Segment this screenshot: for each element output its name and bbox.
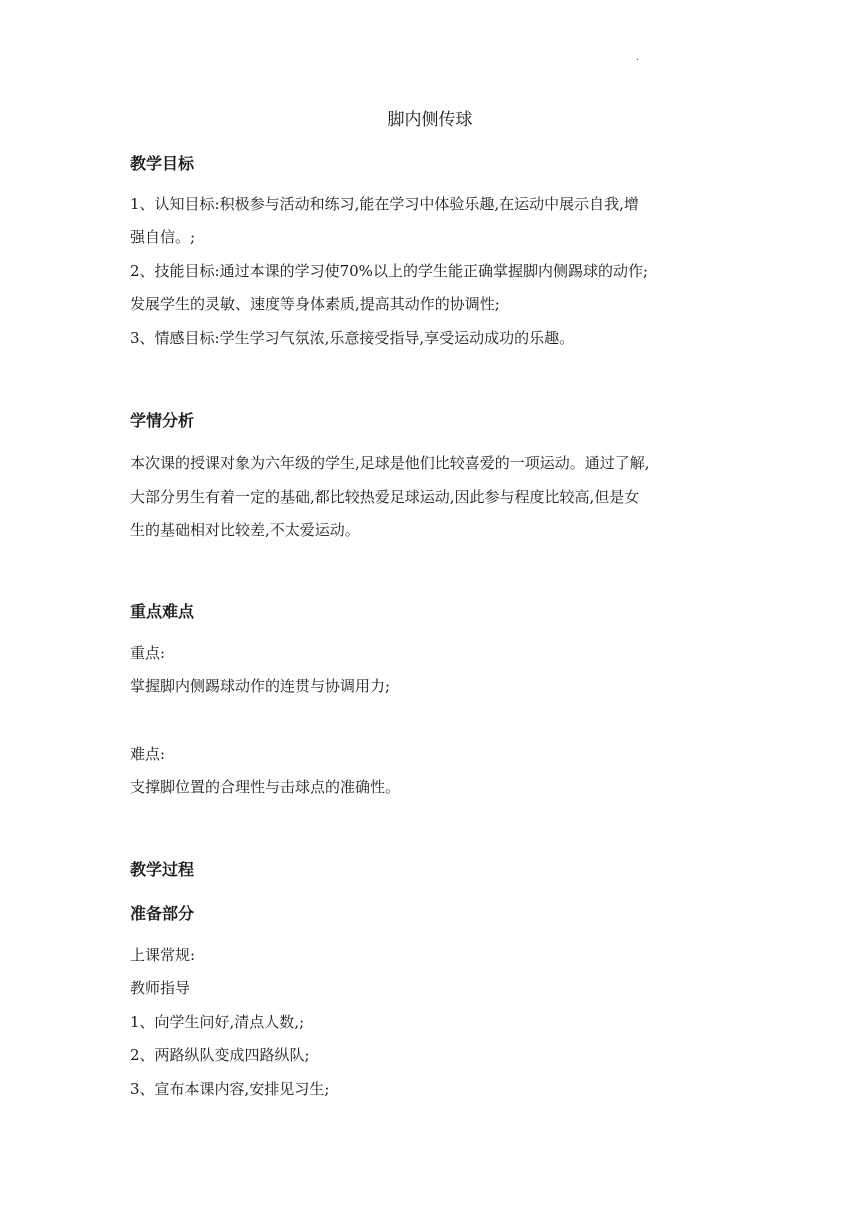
- subheading-preparation: 准备部分: [130, 904, 195, 923]
- focus-text: 掌握脚内侧踢球动作的连贯与协调用力;: [130, 677, 391, 695]
- analysis-line-3: 生的基础相对比较差,不太爱运动。: [130, 521, 360, 539]
- objectives-line-4: 发展学生的灵敏、速度等身体素质,提高其动作的协调性;: [130, 295, 500, 313]
- heading-analysis: 学情分析: [130, 411, 195, 430]
- analysis-line-2: 大部分男生有着一定的基础,都比较热爱足球运动,因此参与程度比较高,但是女: [130, 488, 640, 506]
- heading-keypoints: 重点难点: [130, 602, 195, 621]
- analysis-line-1: 本次课的授课对象为六年级的学生,足球是他们比较喜爱的一项运动。通过了解,: [130, 454, 650, 472]
- process-line-1: 上课常规:: [130, 946, 196, 964]
- focus-label: 重点:: [130, 644, 166, 662]
- process-line-4: 2、两路纵队变成四路纵队;: [130, 1046, 310, 1064]
- heading-process: 教学过程: [130, 860, 195, 879]
- difficulty-text: 支撑脚位置的合理性与击球点的准确性。: [130, 778, 401, 796]
- process-line-2: 教师指导: [130, 979, 191, 997]
- objectives-line-3: 2、技能目标:通过本课的学习使70%以上的学生能正确掌握脚内侧踢球的动作;: [130, 262, 648, 280]
- heading-objectives: 教学目标: [130, 154, 195, 173]
- process-line-5: 3、宣布本课内容,安排见习生;: [130, 1080, 330, 1098]
- page-title: 脚内侧传球: [387, 110, 473, 130]
- header-mark: ·: [636, 55, 640, 66]
- objectives-line-1: 1、认知目标:积极参与活动和练习,能在学习中体验乐趣,在运动中展示自我,增: [130, 195, 639, 213]
- objectives-line-2: 强自信。;: [130, 228, 196, 246]
- difficulty-label: 难点:: [130, 745, 166, 763]
- process-line-3: 1、向学生问好,清点人数,;: [130, 1013, 305, 1031]
- objectives-line-5: 3、情感目标:学生学习气氛浓,乐意接受指导,享受运动成功的乐趣。: [130, 329, 575, 347]
